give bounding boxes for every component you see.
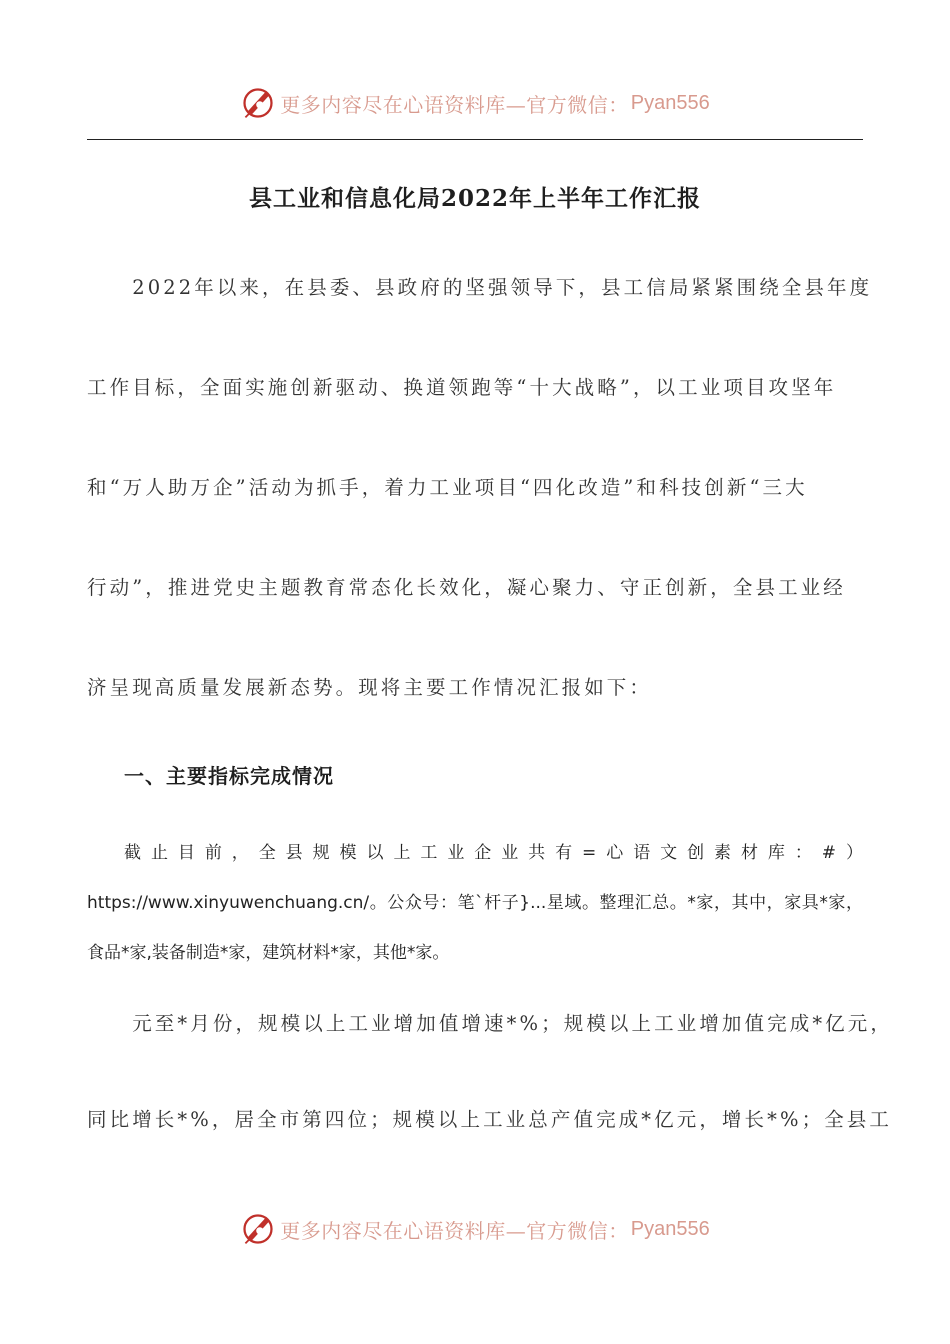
pen-logo-icon (240, 1211, 276, 1247)
section-paragraph: 截止目前，全县规模以上工业企业共有=心语文创素材库：#）https://www.xinyuwenchuang.cn/。公众号：笔`杆子}...星域。整理汇总。*家，其中，家具*家，食品*家,装备制造*家，建筑材料*家，其他*家。 (87, 843, 863, 963)
banner-text: 更多内容尽在心语资料库—官方微信： (280, 1218, 629, 1243)
document-title: 县工业和信息化局2022年上半年工作汇报 (248, 185, 701, 212)
intro-line: 济呈现高质量发展新态势。现将主要工作情况汇报如下： (87, 676, 653, 699)
header-divider (87, 139, 863, 140)
section-heading: 一、主要指标完成情况 (124, 764, 334, 788)
section-line: 同比增长*%，居全市第四位；规模以上工业总产值完成*亿元，增长*%；全县工 (87, 1108, 893, 1131)
header-banner (0, 83, 950, 123)
banner-wechat-id: Pyan556 (630, 91, 710, 114)
banner-text: 更多内容尽在心语资料库—官方微信： (280, 92, 629, 117)
intro-line: 2022年以来，在县委、县政府的坚强领导下，县工信局紧紧围绕全县年度 (87, 276, 873, 299)
intro-line: 工作目标，全面实施创新驱动、换道领跑等“十大战略”，以工业项目攻坚年 (87, 376, 837, 399)
intro-line: 行动”，推进党史主题教育常态化长效化，凝心聚力、守正创新，全县工业经 (87, 576, 846, 599)
section-line: 元至*月份，规模以上工业增加值增速*%；规模以上工业增加值完成*亿元， (87, 1012, 893, 1035)
footer-banner (0, 1209, 950, 1249)
banner-wechat-id: Pyan556 (630, 1217, 710, 1240)
pen-logo-icon (240, 85, 276, 121)
intro-line: 和“万人助万企”活动为抓手，着力工业项目“四化改造”和科技创新“三大 (87, 476, 808, 499)
